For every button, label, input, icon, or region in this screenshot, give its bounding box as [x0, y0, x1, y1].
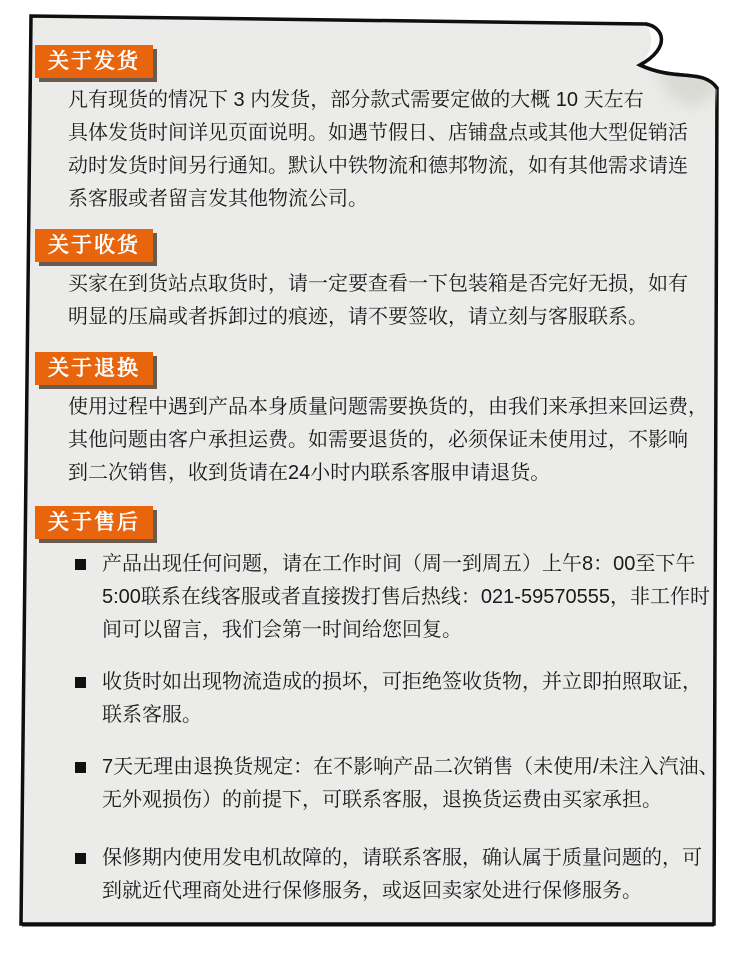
- paragraph-line: 买家在到货站点取货时，请一定要查看一下包装箱是否完好无损，如有: [68, 273, 688, 295]
- paragraph-line: 5:00联系在线客服或者直接拨打售后热线：021-59570555，非工作时: [102, 586, 710, 608]
- paragraph-line: 凡有现货的情况下 3 内发货，部分款式需要定做的大概 10 天左右: [68, 89, 644, 111]
- paragraph-line: 到二次销售，收到货请在24小时内联系客服申请退货。: [68, 462, 551, 484]
- paragraph-line: 间可以留言，我们会第一时间给您回复。: [102, 619, 462, 641]
- section-title-receiving: 关于收货: [35, 229, 153, 262]
- bullet-item: [75, 751, 717, 817]
- section-title-shipping: 关于发货: [35, 45, 153, 78]
- returns-paragraph: [68, 391, 717, 490]
- bullet-square-icon: [75, 853, 86, 864]
- after-sales-bullet-list: [75, 548, 717, 908]
- section-title-returns: 关于退换: [35, 352, 153, 385]
- paragraph-line: 明显的压扁或者拆卸过的痕迹，请不要签收，请立刻与客服联系。: [68, 306, 648, 328]
- paragraph-line: 7天无理由退换货规定：在不影响产品二次销售（未使用/未注入汽油、: [102, 756, 719, 778]
- paragraph-line: 具体发货时间详见页面说明。如遇节假日、店铺盘点或其他大型促销活: [68, 122, 688, 144]
- bullet-item: [75, 666, 717, 732]
- paragraph-line: 无外观损伤）的前提下，可联系客服，退换货运费由买家承担。: [102, 789, 662, 811]
- shipping-paragraph: [68, 84, 717, 216]
- policy-content: [35, 45, 717, 908]
- paragraph-line: 产品出现任何问题，请在工作时间（周一到周五）上午8：00至下午: [102, 553, 696, 575]
- bullet-item: [75, 842, 717, 908]
- receiving-paragraph: [68, 268, 717, 334]
- bullet-text: [102, 666, 717, 732]
- paragraph-line: 收货时如出现物流造成的损坏，可拒绝签收货物，并立即拍照取证，: [102, 671, 702, 693]
- bullet-square-icon: [75, 559, 86, 570]
- bullet-text: [102, 548, 717, 647]
- bullet-square-icon: [75, 762, 86, 773]
- paragraph-line: 保修期内使用发电机故障的，请联系客服，确认属于质量问题的，可: [102, 847, 702, 869]
- paragraph-line: 联系客服。: [102, 704, 202, 726]
- paragraph-line: 系客服或者留言发其他物流公司。: [68, 188, 368, 210]
- bullet-square-icon: [75, 677, 86, 688]
- paragraph-line: 动时发货时间另行通知。默认中铁物流和德邦物流，如有其他需求请连: [68, 155, 688, 177]
- paragraph-line: 使用过程中遇到产品本身质量问题需要换货的，由我们来承担来回运费，: [68, 396, 708, 418]
- bullet-item: [75, 548, 717, 647]
- paragraph-line: 其他问题由客户承担运费。如需要退货的，必须保证未使用过，不影响: [68, 429, 688, 451]
- bullet-text: [102, 751, 719, 817]
- section-title-after-sales: 关于售后: [35, 506, 153, 539]
- paragraph-line: 到就近代理商处进行保修服务，或返回卖家处进行保修服务。: [102, 880, 642, 902]
- bullet-text: [102, 842, 717, 908]
